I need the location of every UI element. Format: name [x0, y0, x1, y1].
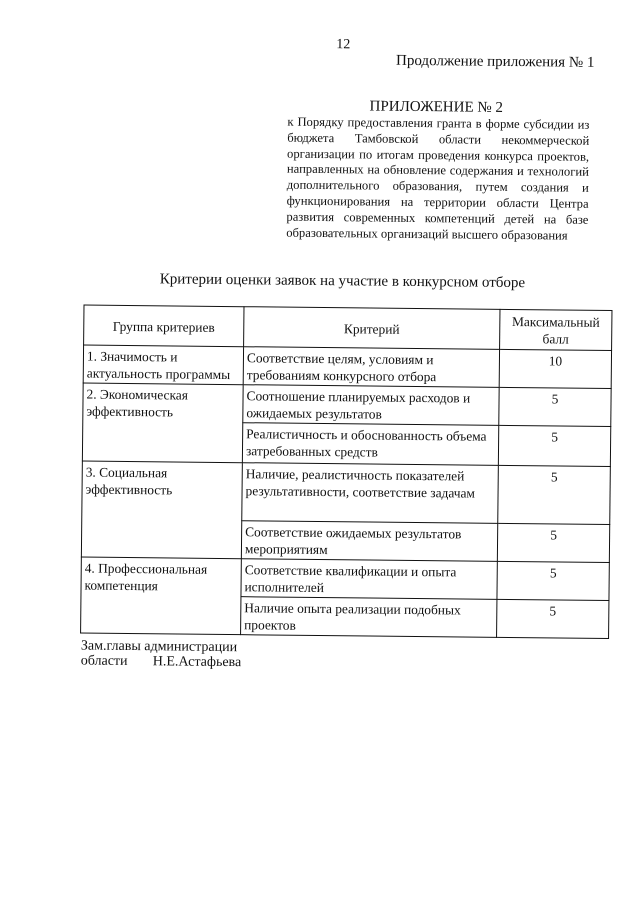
criterion-text: Соответствие целям, условиям и требованиям конкурсного отбора [243, 347, 499, 388]
table-row [81, 557, 609, 601]
table-row [83, 383, 611, 427]
criterion-text: Реалистичность и обоснованность объема затребованных средств [242, 423, 498, 466]
criteria-title: Критерии оценки заявок на участие в конкурсном отборе [159, 271, 526, 292]
header-group: Группа критериев [84, 305, 244, 347]
signature-title: Зам.главы администрации [80, 638, 238, 656]
header-max-score: Максимальный балл [500, 309, 612, 350]
criterion-text: Наличие опыта реализации подобных проектов [241, 597, 497, 638]
group-name: 2. Экономическая эффективность [82, 383, 243, 463]
criterion-score: 5 [499, 387, 611, 426]
group-name: 3. Социальная эффективность [81, 461, 242, 559]
table-header-row [84, 305, 612, 351]
table-row [83, 345, 611, 389]
signature-region: области [80, 653, 128, 669]
appendix-description: к Порядку предоставления гранта в форме субсидии из бюджета Тамбовской области некоммерческой организации по итогам проведения конкурса проектов, направленных на обновление содержания и технологий дополнительного образования, путем создания и функционирования на территории области Центра развития современных компетенций детей на базе образовательных организаций высшего образования [286, 114, 590, 243]
page-number: 12 [336, 37, 351, 53]
criterion-text: Соответствие квалификации и опыта исполнителей [241, 559, 497, 600]
criterion-text: Соотношение планируемых расходов и ожидаемых результатов [243, 385, 499, 426]
criterion-text: Соответствие ожидаемых результатов мероприятиям [241, 521, 497, 562]
continuation-note: Продолжение приложения № 1 [395, 52, 595, 71]
appendix-title: ПРИЛОЖЕНИЕ № 2 [369, 98, 504, 116]
group-name: 4. Профессиональная компетенция [81, 557, 242, 635]
criterion-score: 5 [497, 599, 609, 638]
criterion-score: 5 [497, 523, 609, 562]
criterion-score: 5 [497, 561, 609, 600]
criterion-score: 10 [499, 349, 611, 388]
criterion-score: 5 [498, 425, 610, 466]
criteria-table [80, 305, 612, 640]
criterion-score: 5 [498, 465, 611, 524]
group-name: 1. Значимость и актуальность программы [83, 345, 243, 385]
header-criterion: Критерий [244, 307, 500, 350]
table-row [82, 461, 611, 525]
criterion-text: Наличие, реалистичность показателей результативности, соответствие задачам [242, 463, 499, 524]
signature-name: Н.Е.Астафьева [152, 654, 242, 671]
